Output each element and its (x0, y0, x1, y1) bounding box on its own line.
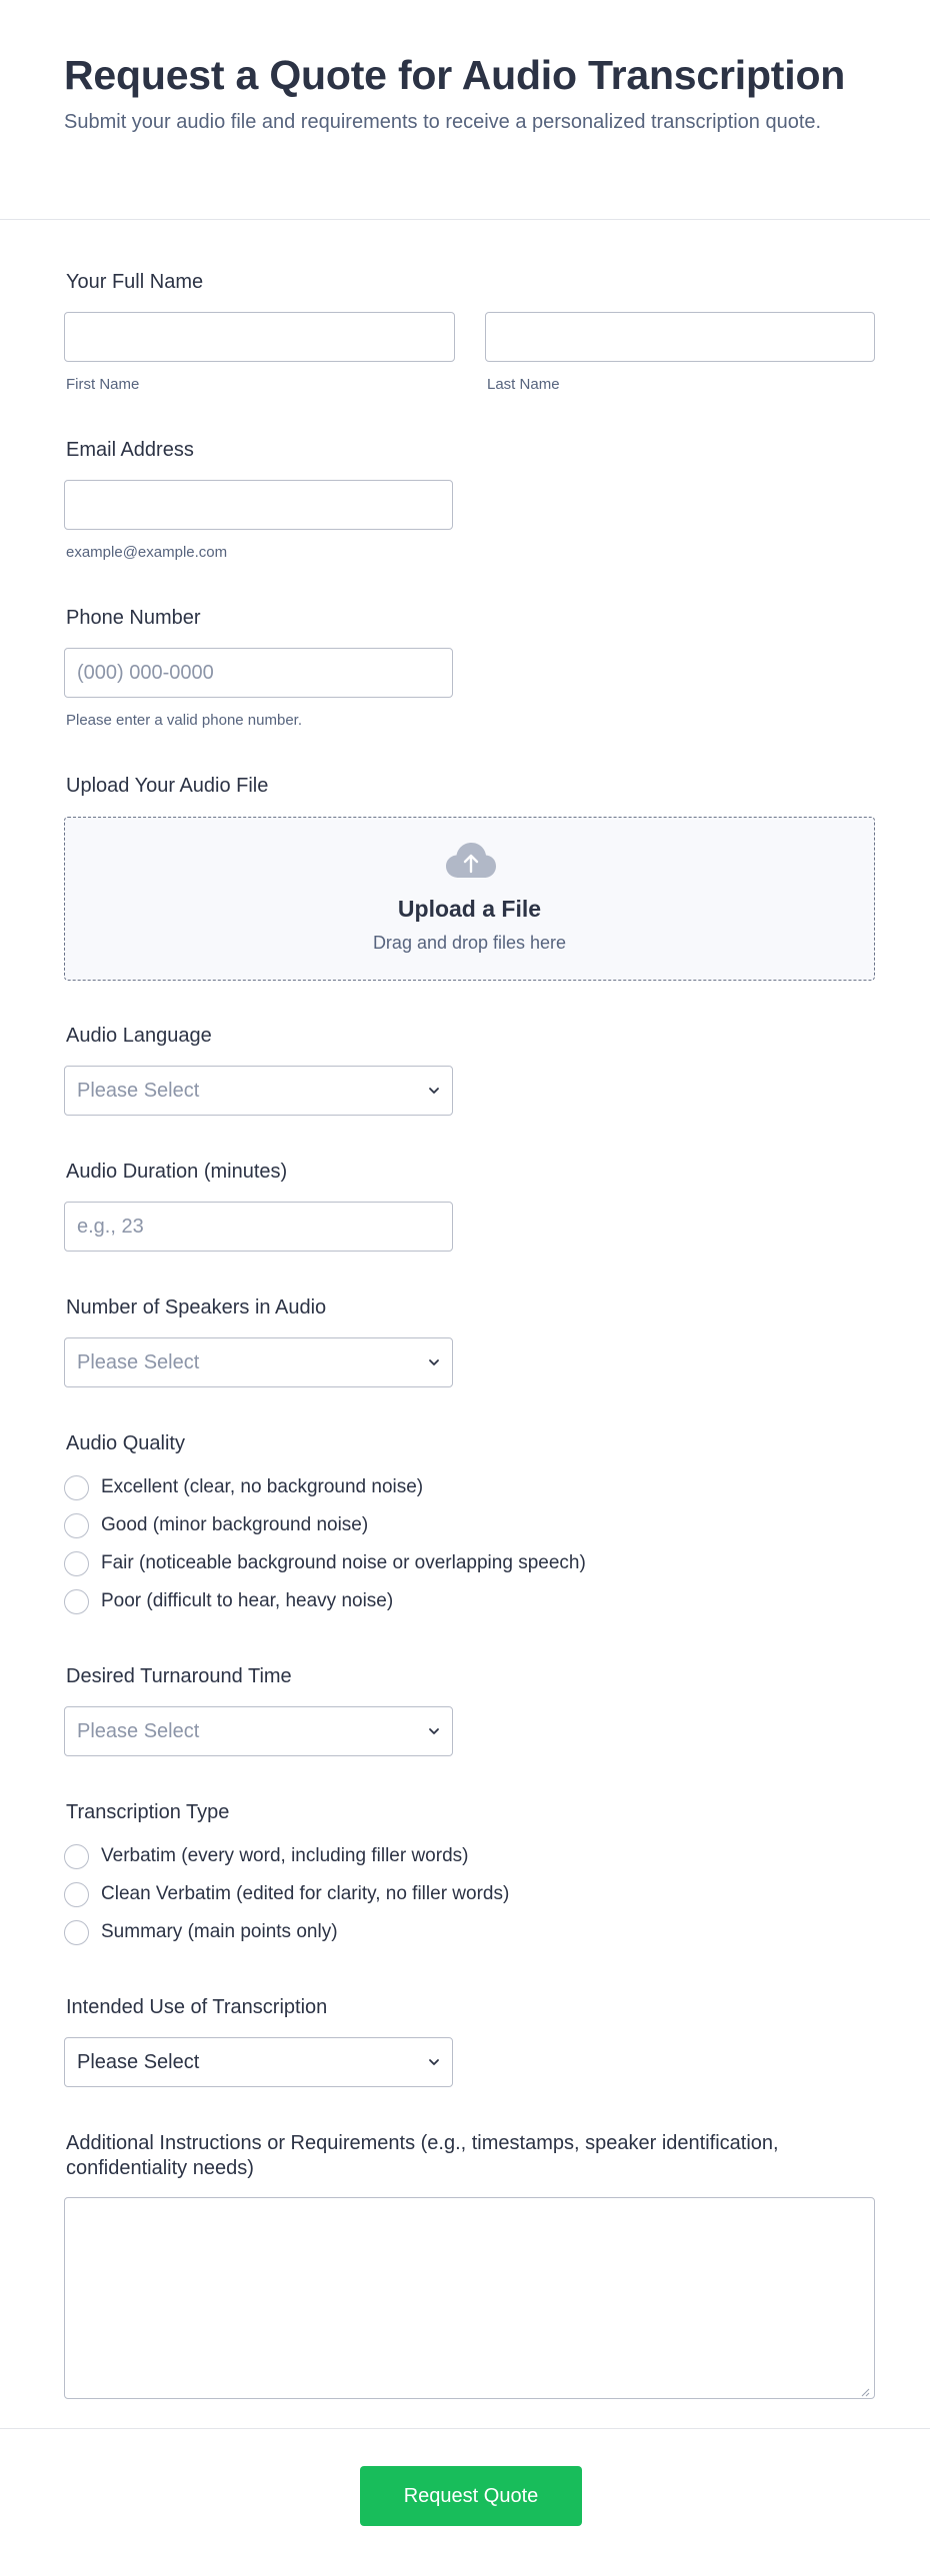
resize-handle-icon[interactable] (860, 2384, 870, 2394)
transcription-type-option[interactable] (64, 1918, 338, 1946)
instructions-label: Additional Instructions or Requirements (e.g., timestamps, speaker identification, confidentiality needs) (66, 2132, 779, 2179)
chevron-down-icon (428, 1725, 440, 1737)
radio-button[interactable] (64, 1882, 89, 1907)
audio-quality-option[interactable] (64, 1587, 393, 1615)
page-subtitle: Submit your audio file and requirements to receive a personalized transcription quote. (64, 111, 822, 133)
audio-quality-option[interactable] (64, 1511, 368, 1539)
phone-input[interactable] (64, 648, 453, 698)
audio-quality-option[interactable] (64, 1473, 423, 1501)
speakers-select[interactable] (64, 1337, 453, 1387)
upload-title: Upload a File (397, 896, 542, 922)
transcription-type-option[interactable] (64, 1880, 509, 1908)
turnaround-select[interactable] (64, 1706, 453, 1756)
speakers-label: Number of Speakers in Audio (66, 1296, 327, 1318)
radio-label: Verbatim (every word, including filler words) (101, 1845, 469, 1866)
radio-label: Fair (noticeable background noise or overlapping speech) (101, 1552, 586, 1573)
radio-button[interactable] (64, 1589, 89, 1614)
radio-button[interactable] (64, 1475, 89, 1500)
radio-label: Good (minor background noise) (101, 1514, 369, 1535)
instructions-textarea[interactable] (64, 2197, 875, 2399)
cloud-upload-icon (445, 842, 497, 880)
chevron-down-icon (428, 2056, 440, 2068)
phone-placeholder: (000) 000-0000 (77, 661, 214, 684)
last-name-sublabel: Last Name (487, 376, 560, 393)
email-sublabel: example@example.com (66, 544, 228, 561)
transcription-type-option[interactable] (64, 1842, 468, 1870)
form-header (0, 0, 930, 220)
transcription-type-label: Transcription Type (66, 1801, 230, 1823)
intended-use-label: Intended Use of Transcription (66, 1996, 328, 2018)
turnaround-value: Please Select (77, 1719, 200, 1742)
email-label: Email Address (66, 439, 194, 461)
audio-duration-input[interactable] (64, 1202, 453, 1252)
radio-button[interactable] (64, 1920, 89, 1945)
audio-language-value: Please Select (77, 1079, 200, 1102)
intended-use-value: Please Select (77, 2050, 200, 2073)
request-quote-button[interactable]: Request Quote (360, 2466, 582, 2526)
upload-subtitle: Drag and drop files here (372, 933, 567, 953)
audio-quality-option[interactable] (64, 1549, 586, 1577)
radio-label: Clean Verbatim (edited for clarity, no filler words) (101, 1883, 510, 1904)
first-name-sublabel: First Name (66, 376, 140, 393)
email-field[interactable] (64, 480, 453, 530)
chevron-down-icon (428, 1356, 440, 1368)
radio-label: Summary (main points only) (101, 1921, 338, 1942)
audio-language-select[interactable] (64, 1066, 453, 1116)
phone-label: Phone Number (66, 607, 201, 629)
phone-sublabel: Please enter a valid phone number. (66, 712, 302, 729)
audio-duration-label: Audio Duration (minutes) (66, 1161, 288, 1183)
chevron-down-icon (428, 1085, 440, 1097)
radio-label: Excellent (clear, no background noise) (101, 1476, 424, 1497)
audio-language-label: Audio Language (66, 1025, 212, 1047)
first-name-input[interactable] (64, 312, 455, 362)
radio-button[interactable] (64, 1551, 89, 1576)
speakers-value: Please Select (77, 1350, 200, 1373)
last-name-input[interactable] (485, 312, 875, 362)
radio-button[interactable] (64, 1844, 89, 1869)
audio-quality-label: Audio Quality (66, 1432, 185, 1454)
page-title: Request a Quote for Audio Transcription (64, 52, 846, 98)
file-upload-dropzone[interactable] (64, 817, 875, 981)
intended-use-select[interactable] (64, 2037, 453, 2087)
audio-duration-placeholder: e.g., 23 (77, 1215, 144, 1238)
upload-label: Upload Your Audio File (66, 775, 269, 797)
radio-button[interactable] (64, 1513, 89, 1538)
radio-label: Poor (difficult to hear, heavy noise) (101, 1590, 394, 1611)
full-name-label: Your Full Name (66, 271, 204, 293)
turnaround-label: Desired Turnaround Time (66, 1665, 292, 1687)
